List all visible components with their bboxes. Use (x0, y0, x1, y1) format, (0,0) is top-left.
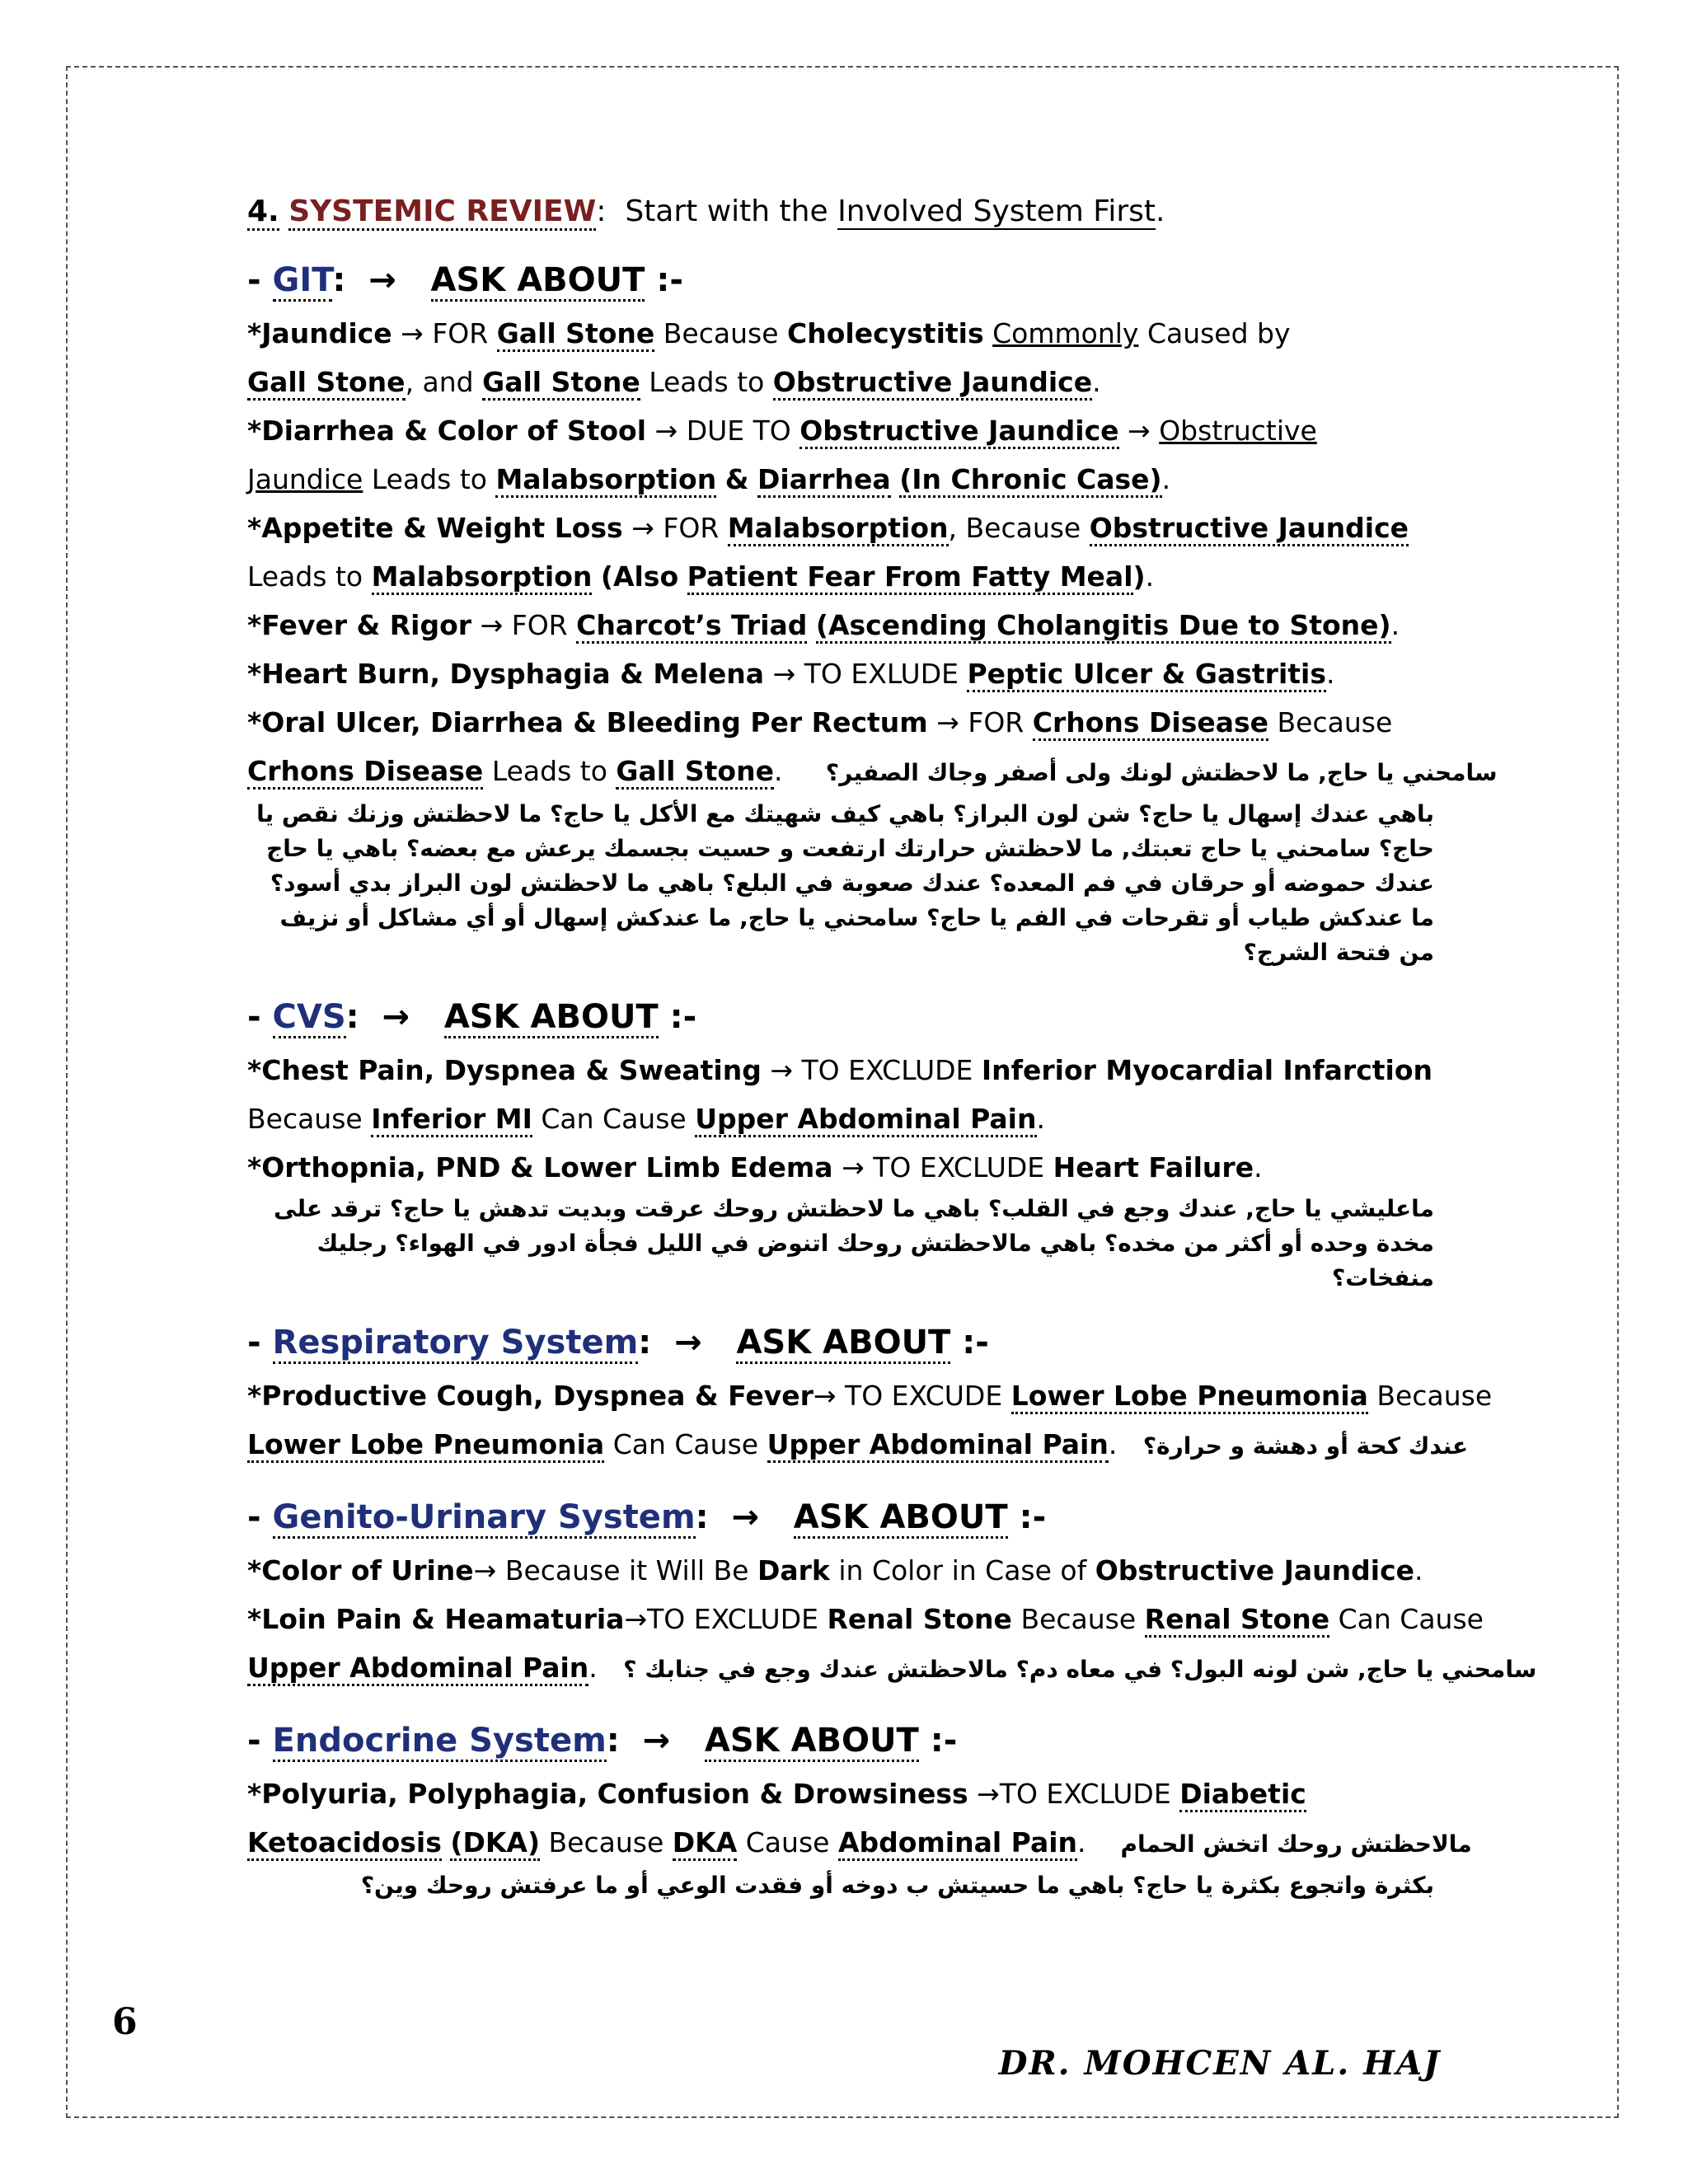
arrow-icon: → (813, 1380, 837, 1412)
text-fragment: Because it Will Be (504, 1554, 749, 1586)
text-fragment: Can Cause (541, 1103, 687, 1135)
text-fragment: TO EXLUDE (804, 658, 959, 690)
cvs-line-3: *Orthopnia, PND & Lower Limb Edema → TO EXCLUDE Heart Failure. (247, 1151, 1263, 1183)
text-fragment: Crhons Disease (247, 755, 483, 790)
git-line-6: Leads to Malabsorption (Also Patient Fear From Fatty Meal). (247, 552, 1459, 601)
text-fragment: (Also (600, 560, 679, 593)
cvs-section (247, 998, 1459, 1296)
text-fragment: Because (247, 1103, 363, 1135)
git-line-4: Jaundice Leads to Malabsorption & Diarrhea (In Chronic Case). (247, 455, 1459, 504)
text-fragment: TO EXCLUDE (647, 1603, 818, 1635)
arrow-icon: → (936, 706, 959, 738)
git-section (247, 261, 1498, 970)
text-fragment: *Fever & Rigor (247, 609, 472, 641)
ask-about: ASK ABOUT (794, 1498, 1008, 1539)
text-fragment: *Orthopnia, PND & Lower Limb Edema (247, 1151, 833, 1183)
ask-suffix: :- (1019, 1498, 1047, 1536)
git-line-2: Gall Stone, and Gall Stone Leads to Obstructive Jaundice. (247, 358, 1459, 406)
text-fragment: (DKA) (450, 1826, 540, 1861)
gu-heading: - Genito-Urinary System: → ASK ABOUT :- (247, 1498, 1459, 1536)
arrow-icon: → (772, 658, 796, 690)
text-fragment: Gall Stone (616, 755, 774, 790)
git-line-8: *Heart Burn, Dysphagia & Melena → TO EXLUDE Peptic Ulcer & Gastritis. (247, 649, 1459, 698)
colon: : (596, 194, 607, 228)
arrow-icon: → (642, 1722, 671, 1760)
text-fragment: Heart Failure (1053, 1151, 1254, 1183)
text-fragment: Lower Lobe Pneumonia (1011, 1380, 1368, 1414)
git-line-1 (247, 309, 1459, 358)
text-fragment: *Oral Ulcer, Diarrhea & Bleeding Per Rectum (247, 706, 928, 738)
text-fragment: Commonly (992, 317, 1139, 349)
text-fragment: Cholecystitis (787, 317, 984, 349)
arrow-icon: → (382, 998, 410, 1036)
text-fragment: Renal Stone (1145, 1603, 1329, 1638)
text-fragment: Leads to (247, 560, 363, 593)
ask-about: ASK ABOUT (431, 261, 645, 302)
section-heading: SYSTEMIC REVIEW (288, 194, 596, 231)
text-fragment: Obstructive Jaundice (1095, 1554, 1415, 1586)
endo-line-1 (247, 1769, 1459, 1818)
page-number: 6 (112, 2001, 138, 2043)
title-text: Start with the (625, 194, 838, 228)
text-fragment: Lower Lobe Pneumonia (247, 1428, 604, 1463)
resp-arabic: عندك كحة أو دهشة و حرارة؟ (1142, 1432, 1469, 1460)
ask-about: ASK ABOUT (444, 998, 659, 1038)
text-fragment: & (724, 463, 749, 495)
text-fragment: Because (965, 512, 1081, 544)
text-fragment: Ketoacidosis (247, 1826, 442, 1861)
text-fragment: Because (1020, 1603, 1137, 1635)
resp-heading: - Respiratory System: → ASK ABOUT :- (247, 1324, 1459, 1361)
gu-arabic: سامحني يا حاج, شن لونه البول؟ في معاه دم؟ مالاحظتش عندك وجع في جنابك ؟ (623, 1656, 1537, 1683)
endo-arabic: بكثرة واتجوع بكثرة يا حاج؟ باهي ما حسيتش ب دوخه أو فقدت الوعي أو ما عرفتش روحك وين؟ (360, 1872, 1434, 1899)
text-fragment: FOR (511, 609, 568, 641)
text-fragment: Because (1376, 1380, 1493, 1412)
git-line-9 (247, 698, 1459, 747)
resp-line-1 (247, 1371, 1493, 1420)
resp-name: Respiratory System (273, 1324, 639, 1364)
git-line-3 (247, 406, 1459, 455)
text-fragment: Charcot’s Triad (576, 609, 807, 644)
endo-name: Endocrine System (273, 1722, 607, 1762)
text-fragment: Obstructive (1159, 415, 1317, 447)
text-fragment: Peptic Ulcer & Gastritis (967, 658, 1326, 692)
endo-heading: - Endocrine System: → ASK ABOUT :- (247, 1722, 1459, 1760)
text-fragment: Patient Fear From Fatty Meal (687, 560, 1133, 595)
section-number: 4. (247, 194, 279, 231)
text-fragment: Crhons Disease (1033, 706, 1268, 741)
text-fragment: TO EXCLUDE (873, 1151, 1045, 1183)
gu-line-1: *Color of Urine→ Because it Will Be Dark in Color in Case of Obstructive Jaundice. (247, 1554, 1423, 1586)
text-fragment: Cause (745, 1826, 830, 1858)
text-fragment: *Color of Urine (247, 1554, 474, 1586)
gu-line-2 (247, 1595, 1484, 1643)
text-fragment: Because (1277, 706, 1393, 738)
text-fragment: *Jaundice (247, 317, 392, 349)
ask-suffix: :- (656, 261, 683, 299)
text-fragment: Gall Stone (482, 366, 640, 401)
text-fragment: Renal Stone (827, 1603, 1012, 1635)
text-fragment: *Chest Pain, Dyspnea & Sweating (247, 1054, 762, 1086)
text-fragment: DKA (673, 1826, 738, 1861)
text-fragment: Can Cause (1338, 1603, 1484, 1635)
text-fragment: TO EXCLUDE (801, 1054, 973, 1086)
text-fragment: Because (663, 317, 779, 349)
gu-section (247, 1498, 1537, 1694)
cvs-heading: - CVS: → ASK ABOUT :- (247, 998, 1459, 1036)
text-fragment: Obstructive Jaundice (799, 415, 1118, 449)
cvs-line-1 (247, 1046, 1459, 1094)
author-signature: DR. MOHCEN AL. HAJ (998, 2044, 1441, 2083)
arrow-icon: → (674, 1324, 702, 1361)
endo-line-2: Ketoacidosis (DKA) Because DKA Cause Abdominal Pain. مالاحظتش روحك اتخش الحمام (247, 1818, 1459, 1868)
git-line-10: Crhons Disease Leads to Gall Stone. سامحني يا حاج, ما لاحظتش لونك ولى أصفر وجاك الصفير؟ (247, 747, 1459, 797)
ask-about: ASK ABOUT (705, 1722, 919, 1762)
git-arabic: باهي عندك إسهال يا حاج؟ شن لون البراز؟ باهي كيف شهيتك مع الأكل يا حاج؟ ما لاحظتش وزنك نقص يا حاج؟ سامحني يا حاج تعبتك, ما لاحظتش حرارتك ارتفعت و حسيت بجسمك يرعش مع بعضه؟ باهي يا حاج عندك حموضه أو حرقان في فم المعده؟ عندك صعوبة في البلع؟ باهي ما لاحظتش لون البراز بدي أسود؟ ما عندكش طياب أو تقرحات في الفم يا حاج؟ سامحني يا حاج, ما عندكش إسهال أو أي مشاكل أو نزيف من فتحة الشرج؟ (256, 800, 1434, 966)
ask-suffix: :- (669, 998, 697, 1036)
git-name: GIT (273, 261, 333, 302)
text-fragment: Upper Abdominal Pain (767, 1428, 1109, 1463)
text-fragment: *Appetite & Weight Loss (247, 512, 623, 544)
text-fragment: *Loin Pain & Heamaturia (247, 1603, 625, 1635)
arrow-icon: → (401, 317, 424, 349)
text-fragment: FOR (968, 706, 1025, 738)
text-fragment: Malabsorption (728, 512, 949, 546)
text-fragment: Obstructive Jaundice (773, 366, 1092, 401)
git-arabic-first: سامحني يا حاج, ما لاحظتش لونك ولى أصفر وجاك الصفير؟ (825, 759, 1498, 786)
arrow-icon: → (368, 261, 396, 299)
document-body (247, 194, 1537, 1931)
text-fragment: *Productive Cough, Dyspnea & Fever (247, 1380, 814, 1412)
text-fragment: *Heart Burn, Dysphagia & Melena (247, 658, 765, 690)
text-fragment: FOR (663, 512, 720, 544)
text-fragment: Gall Stone (497, 317, 655, 352)
git-line-7: *Fever & Rigor → FOR Charcot’s Triad (Ascending Cholangitis Due to Stone). (247, 601, 1459, 649)
ask-about: ASK ABOUT (736, 1324, 950, 1364)
cvs-line-2: Because Inferior MI Can Cause Upper Abdominal Pain. (247, 1094, 1459, 1143)
arrow-icon: → (842, 1151, 865, 1183)
period: . (1156, 194, 1165, 228)
ask-suffix: :- (962, 1324, 989, 1361)
endo-arabic-first: مالاحظتش روحك اتخش الحمام (1120, 1830, 1472, 1858)
arrow-icon: → (473, 1554, 497, 1586)
text-fragment: Upper Abdominal Pain (247, 1652, 588, 1686)
text-fragment: Can Cause (612, 1428, 759, 1460)
arrow-icon: → (1128, 415, 1151, 447)
resp-line-2: Lower Lobe Pneumonia Can Cause Upper Abdominal Pain. عندك كحة أو دهشة و حرارة؟ (247, 1420, 1459, 1470)
text-fragment: Diarrhea (757, 463, 891, 498)
cvs-arabic: ماعليشي يا حاج, عندك وجع في القلب؟ باهي ما لاحظتش روحك عرقت وبديت تدهش يا حاج؟ ترقد على مخدة وحده أو أكثر من مخده؟ باهي مالاحظتش روحك اتنوض في الليل فجأة ادور في الهواء؟ رجليك منفخات؟ (274, 1195, 1434, 1291)
section-title (247, 194, 1459, 228)
text-fragment: Leads to (649, 366, 765, 398)
arrow-icon: → (624, 1603, 648, 1635)
text-fragment: *Diarrhea & Color of Stool (247, 415, 647, 447)
text-fragment: DUE TO (686, 415, 791, 447)
text-fragment: Caused by (1146, 317, 1291, 349)
text-fragment: Because (548, 1826, 664, 1858)
arrow-icon: → (770, 1054, 793, 1086)
text-fragment: (Ascending Cholangitis Due to Stone) (816, 609, 1391, 644)
gu-name: Genito-Urinary System (273, 1498, 696, 1539)
text-fragment: Inferior MI (371, 1103, 532, 1137)
text-fragment: TO EXCUDE (845, 1380, 1003, 1412)
involved-system: Involved System First (837, 194, 1156, 228)
arrow-icon: → (731, 1498, 759, 1536)
text-fragment: FOR (432, 317, 489, 349)
resp-section (247, 1324, 1493, 1470)
text-fragment: and (422, 366, 474, 398)
text-fragment: Malabsorption (495, 463, 716, 498)
ask-suffix: :- (930, 1722, 958, 1760)
text-fragment: Upper Abdominal Pain (695, 1103, 1036, 1137)
text-fragment: Leads to (491, 755, 607, 787)
text-fragment: Jaundice (247, 463, 363, 495)
text-fragment: Inferior Myocardial Infarction (981, 1054, 1433, 1086)
endo-section (247, 1722, 1472, 1903)
arrow-icon: → (631, 512, 654, 544)
text-fragment: Abdominal Pain (838, 1826, 1077, 1861)
gu-line-3: Upper Abdominal Pain. سامحني يا حاج, شن لونه البول؟ في معاه دم؟ مالاحظتش عندك وجع في جنابك ؟ (247, 1643, 1459, 1694)
text-fragment: Diabetic (1179, 1778, 1306, 1812)
arrow-icon: → (654, 415, 678, 447)
arrow-icon: → (480, 609, 504, 641)
git-line-5: *Appetite & Weight Loss → FOR Malabsorption, Because Obstructive Jaundice (247, 504, 1459, 552)
text-fragment: Gall Stone (247, 366, 406, 401)
arrow-icon: → (977, 1778, 1000, 1810)
text-fragment: Dark (757, 1554, 830, 1586)
text-fragment: Obstructive Jaundice (1090, 512, 1409, 546)
text-fragment: Malabsorption (372, 560, 593, 595)
text-fragment: (In Chronic Case) (899, 463, 1161, 498)
git-heading: - GIT: → ASK ABOUT :- (247, 261, 1459, 299)
text-fragment: Leads to (371, 463, 487, 495)
cvs-name: CVS (273, 998, 346, 1038)
text-fragment: ) (1132, 560, 1146, 593)
text-fragment: in Color in Case of (838, 1554, 1087, 1586)
text-fragment: TO EXCLUDE (999, 1778, 1171, 1810)
text-fragment: *Polyuria, Polyphagia, Confusion & Drowsiness (247, 1778, 968, 1810)
